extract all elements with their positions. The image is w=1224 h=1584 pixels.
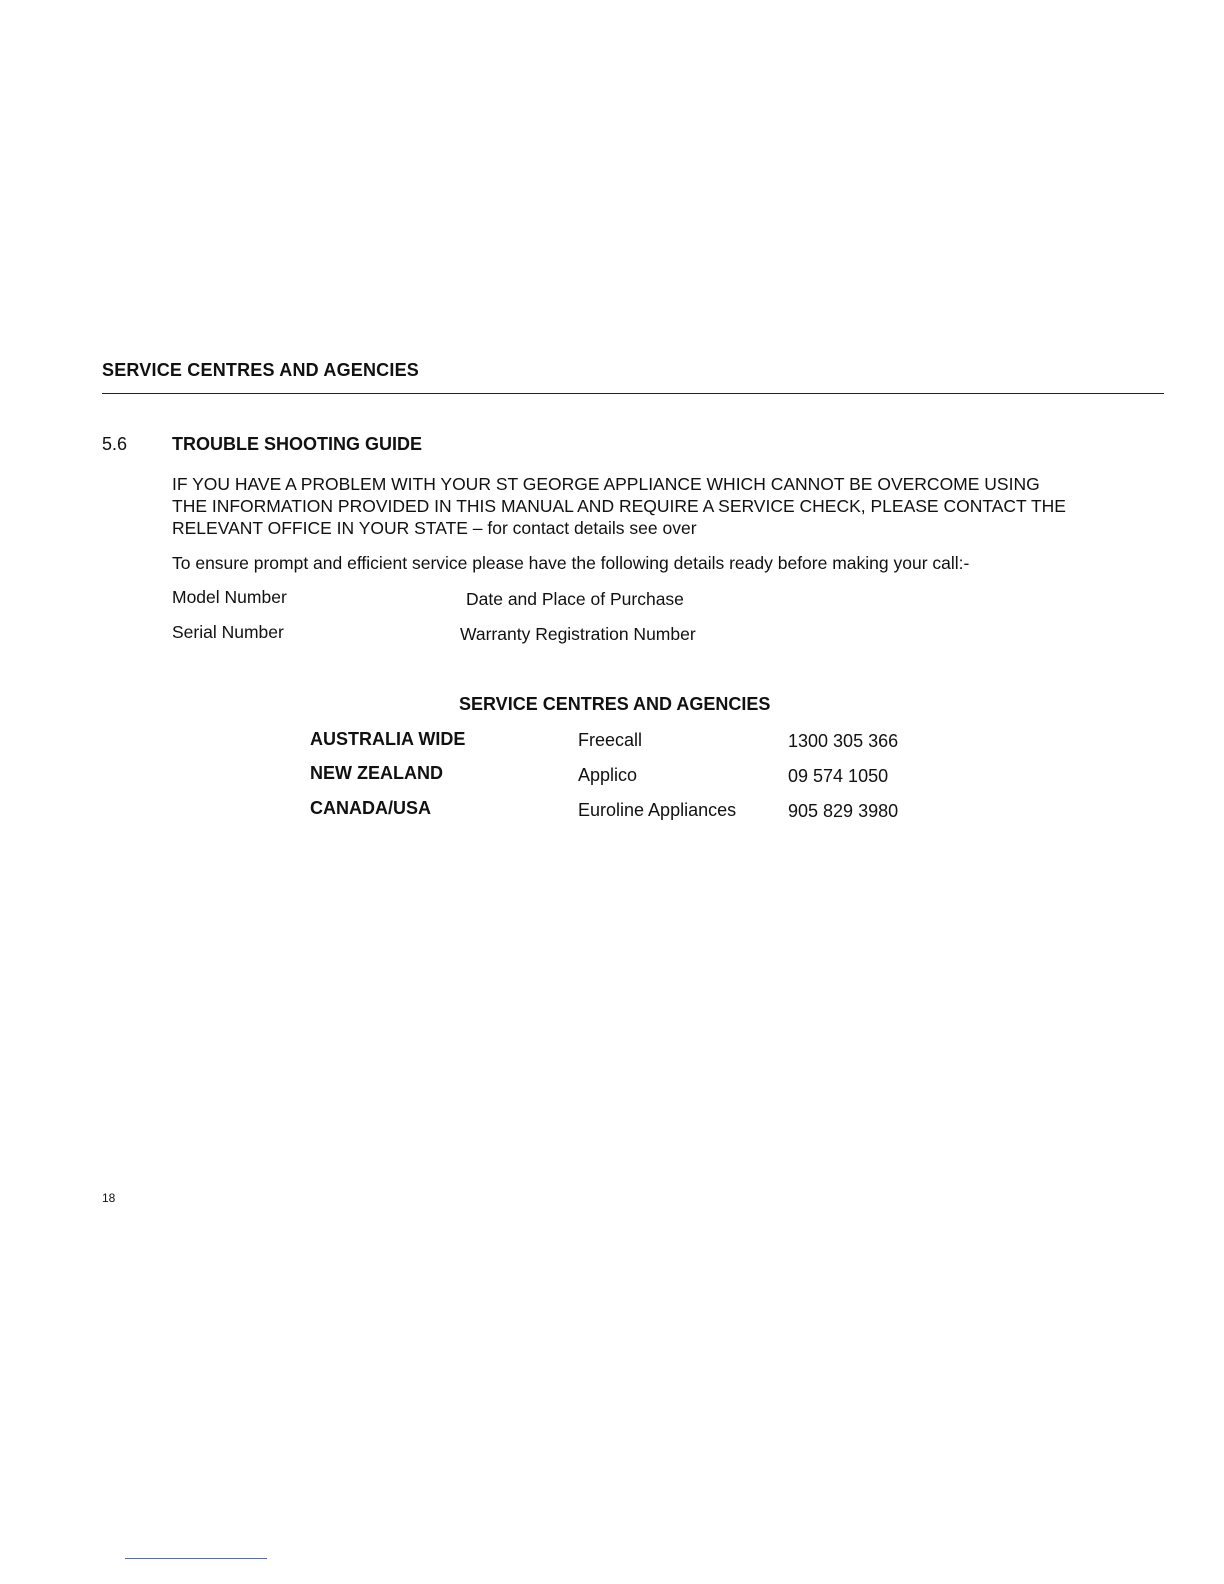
agency-row-region: CANADA/USA [310, 798, 431, 818]
detail-model-number: Model Number [172, 587, 287, 607]
intro-line: RELEVANT OFFICE IN YOUR STATE – for contact details see over [172, 518, 697, 538]
detail-warranty: Warranty Registration Number [460, 624, 696, 644]
agency-row-name: Applico [578, 765, 638, 785]
page-number: 18 [102, 1191, 116, 1205]
agency-row-phone: 905 829 3980 [788, 801, 899, 821]
section-number: 5.6 [102, 434, 128, 454]
agency-row-name: Euroline Appliances [578, 800, 737, 820]
footer-divider [125, 1558, 267, 1559]
page-header: SERVICE CENTRES AND AGENCIES [102, 360, 419, 380]
agency-row-name: Freecall [578, 730, 643, 750]
agency-row-region: AUSTRALIA WIDE [310, 729, 466, 749]
agencies-title: SERVICE CENTRES AND AGENCIES [459, 694, 771, 714]
agency-row-phone: 1300 305 366 [788, 731, 899, 751]
intro-line: IF YOU HAVE A PROBLEM WITH YOUR ST GEORGE APPLIANCE WHICH CANNOT BE OVERCOME USING [172, 474, 1040, 494]
detail-date-place: Date and Place of Purchase [466, 589, 684, 609]
agency-row-phone: 09 574 1050 [788, 766, 889, 786]
intro-line: THE INFORMATION PROVIDED IN THIS MANUAL AND REQUIRE A SERVICE CHECK, PLEASE CONTACT THE [172, 496, 1066, 516]
section-title: TROUBLE SHOOTING GUIDE [172, 434, 423, 454]
header-divider [102, 393, 1164, 394]
agency-row-region: NEW ZEALAND [310, 763, 443, 783]
instruction-text: To ensure prompt and efficient service please have the following details ready before making your call:- [172, 553, 970, 573]
detail-serial-number: Serial Number [172, 622, 284, 642]
